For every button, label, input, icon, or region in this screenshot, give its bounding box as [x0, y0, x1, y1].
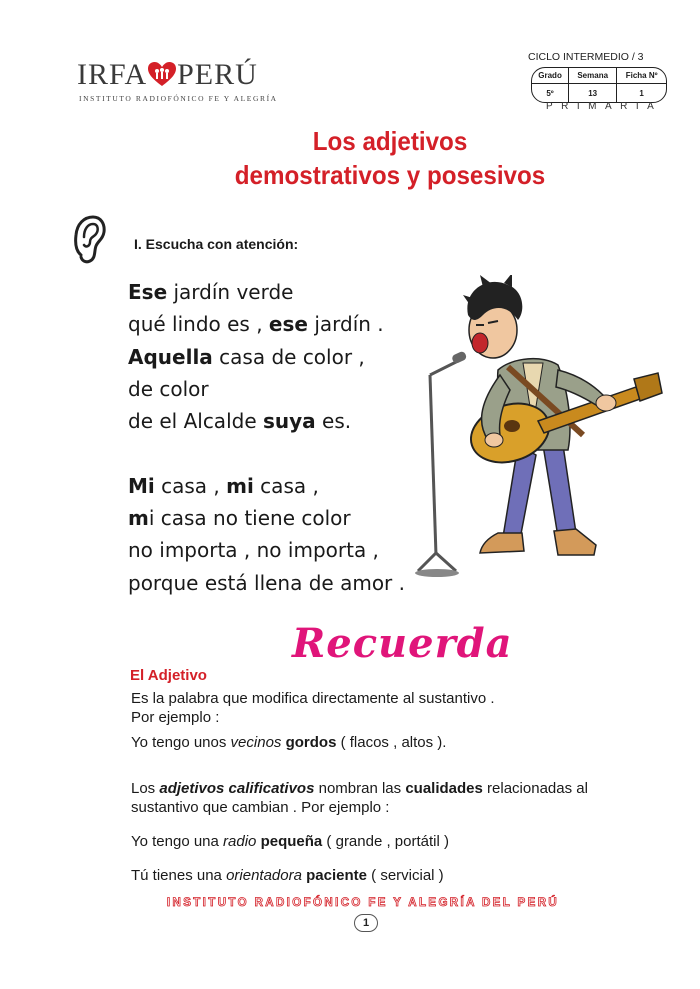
recuerda-heading: Recuerda: [292, 620, 513, 667]
section-heading: I. Escucha con atención:: [134, 236, 299, 252]
text: nombran las: [314, 780, 406, 797]
poem-text: porque está llena de amor .: [128, 570, 405, 595]
week-header: Semana: [569, 68, 617, 84]
poem-line: [128, 470, 405, 502]
poem-text: casa ,: [253, 473, 319, 498]
poem-text: no importa , no importa ,: [128, 538, 379, 563]
sheet-value: 1: [639, 88, 644, 98]
poem-line: [128, 373, 405, 405]
logo-text-right: PERÚ: [177, 58, 258, 91]
text: Tú tienes una: [131, 867, 227, 884]
text: relacionadas al: [482, 780, 588, 797]
text: ( flacos , altos ).: [336, 734, 447, 751]
poem: [128, 276, 405, 599]
heart-logo-icon: [147, 61, 177, 95]
text: ( servicial ): [366, 867, 444, 884]
poem-line: [128, 405, 405, 437]
logo-subtitle: INSTITUTO RADIOFÓNICO FE Y ALEGRÍA: [79, 94, 278, 103]
italic-noun: orientadora: [226, 867, 302, 884]
text: Yo tengo unos: [131, 734, 231, 751]
poem-bold: m: [128, 506, 149, 531]
poem-bold: Aquella: [128, 344, 213, 369]
week-value: 13: [569, 84, 617, 103]
poem-line: [128, 502, 405, 534]
guitar-singer-illustration: [408, 275, 670, 585]
poem-text: qué lindo es ,: [128, 312, 269, 337]
title-line-2: demostrativos y posesivos: [234, 160, 546, 190]
example-1: [131, 733, 446, 752]
stanza-gap: [128, 437, 405, 469]
poem-text: casa de color ,: [212, 344, 365, 369]
logo-text-left: IRFA: [77, 58, 148, 91]
example-2: [131, 832, 449, 851]
bold-term: cualidades: [405, 780, 483, 797]
poem-text: jardín verde: [167, 280, 294, 304]
poem-bold: Ese: [128, 280, 168, 304]
calificativos-text-2: sustantivo que cambian . Por ejemplo :: [131, 799, 390, 816]
bold-adjective: gordos: [285, 734, 337, 751]
text: Yo tengo una: [131, 833, 224, 850]
poem-text: casa ,: [154, 473, 227, 498]
adjetivo-heading: El Adjetivo: [130, 667, 207, 684]
poem-line: [128, 276, 405, 308]
page-title: [167, 124, 613, 192]
poem-line: [128, 308, 405, 340]
grade-value: 5º: [532, 84, 569, 103]
text: Los: [131, 780, 160, 797]
poem-bold: ese: [268, 312, 308, 337]
poem-text: jardín .: [307, 312, 384, 337]
poem-bold: mi: [226, 473, 254, 498]
poem-bold: suya: [262, 409, 316, 434]
poem-text: i casa no tiene color: [148, 506, 351, 531]
definition-text: Es la palabra que modifica directamente al sustantivo .: [131, 690, 495, 707]
example-intro: Por ejemplo :: [131, 709, 220, 726]
bold-adjective: paciente: [306, 867, 367, 884]
ear-icon: [73, 215, 107, 265]
example-3: [131, 866, 444, 885]
bold-italic-term: adjetivos calificativos: [159, 780, 315, 797]
ciclo-label: CICLO INTERMEDIO / 3: [528, 51, 644, 63]
sheet-header: Ficha Nº: [617, 68, 666, 84]
italic-noun: radio: [223, 833, 257, 850]
poem-text: de color: [128, 376, 209, 401]
logo: [77, 58, 258, 95]
poem-line: [128, 341, 405, 373]
poem-line: [128, 567, 405, 599]
footer-text: INSTITUTO RADIOFÓNICO FE Y ALEGRÍA DEL PERÚ: [166, 897, 560, 909]
italic-noun: vecinos: [230, 734, 282, 751]
poem-text: de el Alcalde: [128, 409, 263, 434]
poem-text: es.: [315, 409, 352, 434]
text: ( grande , portátil ): [322, 833, 449, 850]
page-number: 1: [354, 914, 378, 932]
calificativos-text: [131, 779, 588, 798]
bold-adjective: pequeña: [260, 833, 323, 850]
level-label: PRIMARIA: [546, 101, 663, 112]
poem-line: [128, 534, 405, 566]
poem-bold: Mi: [128, 473, 155, 498]
title-line-1: Los adjetivos: [312, 126, 468, 156]
grade-table: [531, 67, 667, 103]
grade-header: Grado: [532, 68, 569, 84]
